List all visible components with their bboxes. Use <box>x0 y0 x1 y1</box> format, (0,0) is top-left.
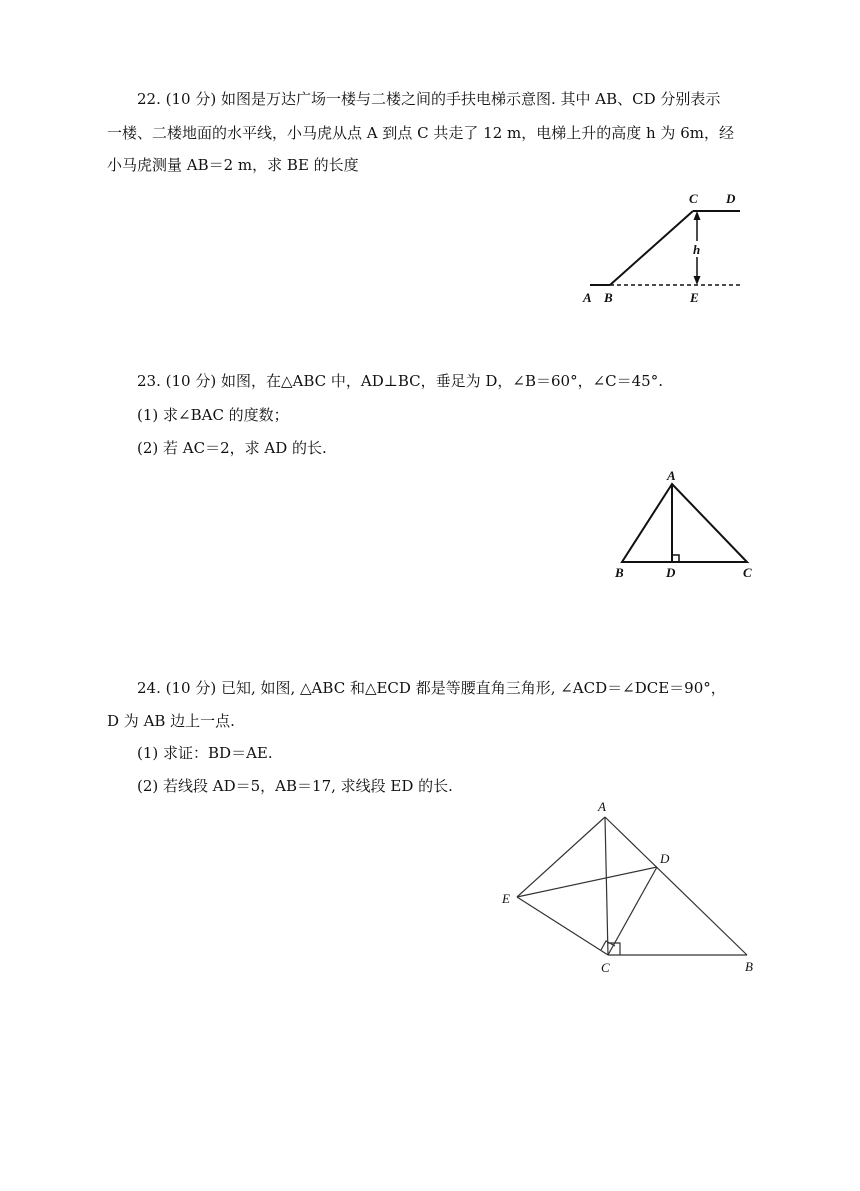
label-C: C <box>601 960 610 975</box>
escalator-figure <box>575 185 750 310</box>
label-D: D <box>726 191 736 206</box>
label-C: C <box>689 191 698 206</box>
q24-line-4: (2) 若线段 AD＝5，AB＝17, 求线段 ED 的长. <box>137 777 453 795</box>
segment-ed <box>517 867 657 897</box>
q24-line-3: (1) 求证：BD＝AE. <box>137 744 273 762</box>
label-A: A <box>583 290 592 305</box>
label-E: E <box>502 891 510 906</box>
q22-line-3: 小马虎测量 AB＝2 m，求 BE 的长度 <box>107 156 359 174</box>
label-B: B <box>604 290 613 305</box>
q22-line-1: 22. (10 分) 如图是万达广场一楼与二楼之间的手扶电梯示意图. 其中 AB、CD 分别表示 <box>137 90 721 108</box>
isosceles-right-triangles-figure <box>495 795 765 980</box>
label-B: B <box>615 565 624 580</box>
q24-line-1: 24. (10 分) 已知, 如图, △ABC 和△ECD 都是等腰直角三角形, ∠ACD＝∠DCE＝90°， <box>137 679 726 697</box>
escalator-line <box>610 211 693 285</box>
label-E: E <box>690 290 699 305</box>
label-D: D <box>666 565 676 580</box>
label-h: h <box>693 242 701 257</box>
segment-ac <box>605 817 608 955</box>
q24-line-2: D 为 AB 边上一点. <box>107 712 235 730</box>
label-C: C <box>743 565 752 580</box>
arrow-head-up <box>694 211 701 220</box>
triangle-abc <box>622 484 747 562</box>
q23-line-3: (2) 若 AC＝2，求 AD 的长. <box>137 439 327 457</box>
triangle-abc-figure <box>605 465 760 585</box>
arrow-head-down <box>694 276 701 285</box>
segment-ea <box>517 817 605 897</box>
label-B: B <box>745 959 753 974</box>
right-angle-mark <box>672 555 679 562</box>
segment-cd <box>608 867 657 955</box>
label-A: A <box>667 468 676 483</box>
q23-line-1: 23. (10 分) 如图，在△ABC 中，AD⊥BC，垂足为 D，∠B＝60°，∠C＝45°. <box>137 372 663 390</box>
label-A: A <box>598 799 606 814</box>
q23-line-2: (1) 求∠BAC 的度数； <box>137 406 289 424</box>
label-D: D <box>660 851 670 866</box>
segment-ab <box>605 817 747 955</box>
q22-line-2: 一楼、二楼地面的水平线，小马虎从点 A 到点 C 共走了 12 m，电梯上升的高度 h 为 6m，经 <box>107 124 734 142</box>
segment-ec <box>517 897 608 955</box>
